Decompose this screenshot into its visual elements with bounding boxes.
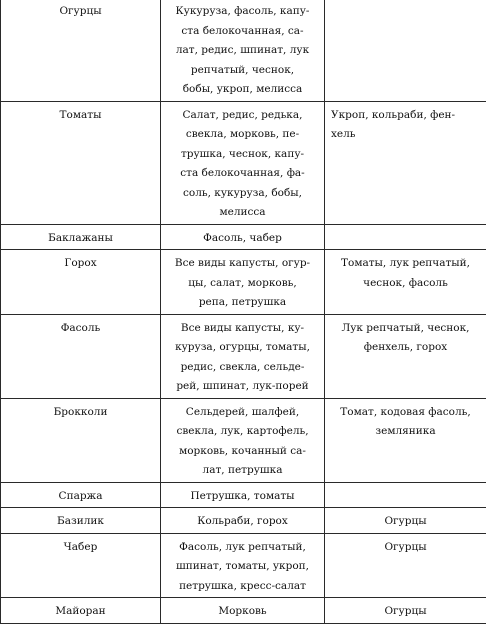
good-neighbors-line: Фасоль, чабер [165, 229, 320, 249]
table-body [1, 0, 486, 623]
plant-name-cell [1, 0, 161, 101]
table-row [1, 314, 486, 398]
plant-name: Базилик [57, 515, 104, 527]
plant-name-cell [1, 314, 161, 398]
good-neighbors-line: Кукуруза, фасоль, капу- [165, 2, 320, 22]
plant-name-cell [1, 533, 161, 598]
good-neighbors-line: Фасоль, лук репчатый, [165, 538, 320, 558]
plant-name: Чабер [64, 541, 98, 553]
plant-name-cell [1, 508, 161, 534]
bad-neighbors-cell [325, 250, 486, 315]
bad-neighbors-cell [325, 0, 486, 101]
bad-neighbors-cell [325, 482, 486, 508]
good-neighbors-line: лат, редис, шпинат, лук [165, 41, 320, 61]
bad-neighbors-line: хель [331, 125, 482, 145]
good-neighbors-line: редис, свекла, сельде- [165, 358, 320, 378]
plant-name-cell [1, 250, 161, 315]
good-neighbors-cell [161, 598, 325, 624]
good-neighbors-line: Сельдерей, шалфей, [165, 403, 320, 423]
good-neighbors-line: мелисса [165, 203, 320, 223]
bad-neighbors-cell [325, 398, 486, 482]
bad-neighbors-line: Томаты, лук репчатый, [329, 254, 482, 274]
good-neighbors-cell [161, 508, 325, 534]
plant-name-cell [1, 398, 161, 482]
bad-neighbors-line: Огурцы [329, 602, 482, 622]
good-neighbors-line: цы, салат, морковь, [165, 274, 320, 294]
table-row [1, 533, 486, 598]
good-neighbors-line: шпинат, томаты, укроп, [165, 557, 320, 577]
bad-neighbors-cell [325, 101, 486, 224]
plant-name-cell [1, 224, 161, 250]
good-neighbors-line: свекла, морковь, пе- [165, 125, 320, 145]
bad-neighbors-cell [325, 224, 486, 250]
plant-name: Брокколи [54, 406, 108, 418]
table-row [1, 0, 486, 101]
plant-name-cell [1, 482, 161, 508]
bad-neighbors-line: Лук репчатый, чеснок, [329, 319, 482, 339]
bad-neighbors-line: Огурцы [329, 512, 482, 532]
good-neighbors-cell [161, 398, 325, 482]
table-row [1, 598, 486, 624]
good-neighbors-cell [161, 533, 325, 598]
bad-neighbors-cell [325, 314, 486, 398]
bad-neighbors-cell [325, 533, 486, 598]
table-row [1, 250, 486, 315]
plant-name: Горох [64, 257, 96, 269]
plant-name: Спаржа [59, 490, 103, 502]
good-neighbors-cell [161, 250, 325, 315]
bad-neighbors-cell [325, 508, 486, 534]
good-neighbors-line: Петрушка, томаты [165, 487, 320, 507]
good-neighbors-line: Все виды капусты, ку- [165, 319, 320, 339]
good-neighbors-line: свекла, лук, картофель, [165, 422, 320, 442]
good-neighbors-line: петрушка, кресс-салат [165, 577, 320, 597]
good-neighbors-line: соль, кукуруза, бобы, [165, 184, 320, 204]
table-row [1, 508, 486, 534]
good-neighbors-cell [161, 0, 325, 101]
good-neighbors-line: Все виды капусты, огур- [165, 254, 320, 274]
good-neighbors-line: морковь, кочанный са- [165, 442, 320, 462]
good-neighbors-cell [161, 482, 325, 508]
plant-name: Фасоль [61, 322, 101, 334]
plant-name-cell [1, 598, 161, 624]
good-neighbors-line: Кольраби, горох [165, 512, 320, 532]
plant-name: Баклажаны [48, 232, 113, 244]
table-row [1, 482, 486, 508]
bad-neighbors-line: фенхель, горох [329, 338, 482, 358]
good-neighbors-cell [161, 314, 325, 398]
table-row [1, 101, 486, 224]
table-row [1, 224, 486, 250]
bad-neighbors-line: Огурцы [329, 538, 482, 558]
bad-neighbors-cell [325, 598, 486, 624]
table-row [1, 398, 486, 482]
bad-neighbors-line: чеснок, фасоль [329, 274, 482, 294]
plant-name: Майоран [55, 605, 105, 617]
good-neighbors-line: лат, петрушка [165, 461, 320, 481]
good-neighbors-line: репа, петрушка [165, 293, 320, 313]
good-neighbors-line: Салат, редис, редька, [165, 106, 320, 126]
plant-name: Томаты [60, 109, 102, 121]
bad-neighbors-line: Укроп, кольраби, фен- [331, 106, 482, 126]
plant-name: Огурцы [59, 5, 101, 17]
good-neighbors-line: рей, шпинат, лук-порей [165, 377, 320, 397]
good-neighbors-cell [161, 224, 325, 250]
plant-name-cell [1, 101, 161, 224]
good-neighbors-line: Морковь [165, 602, 320, 622]
bad-neighbors-line: Томат, кодовая фасоль, [329, 403, 482, 423]
good-neighbors-cell [161, 101, 325, 224]
good-neighbors-line: ста белокочанная, са- [165, 22, 320, 42]
bad-neighbors-line: земляника [329, 422, 482, 442]
good-neighbors-line: куруза, огурцы, томаты, [165, 338, 320, 358]
good-neighbors-line: репчатый, чеснок, [165, 61, 320, 81]
good-neighbors-line: трушка, чеснок, капу- [165, 145, 320, 165]
good-neighbors-line: бобы, укроп, мелисса [165, 80, 320, 100]
good-neighbors-line: ста белокочанная, фа- [165, 164, 320, 184]
